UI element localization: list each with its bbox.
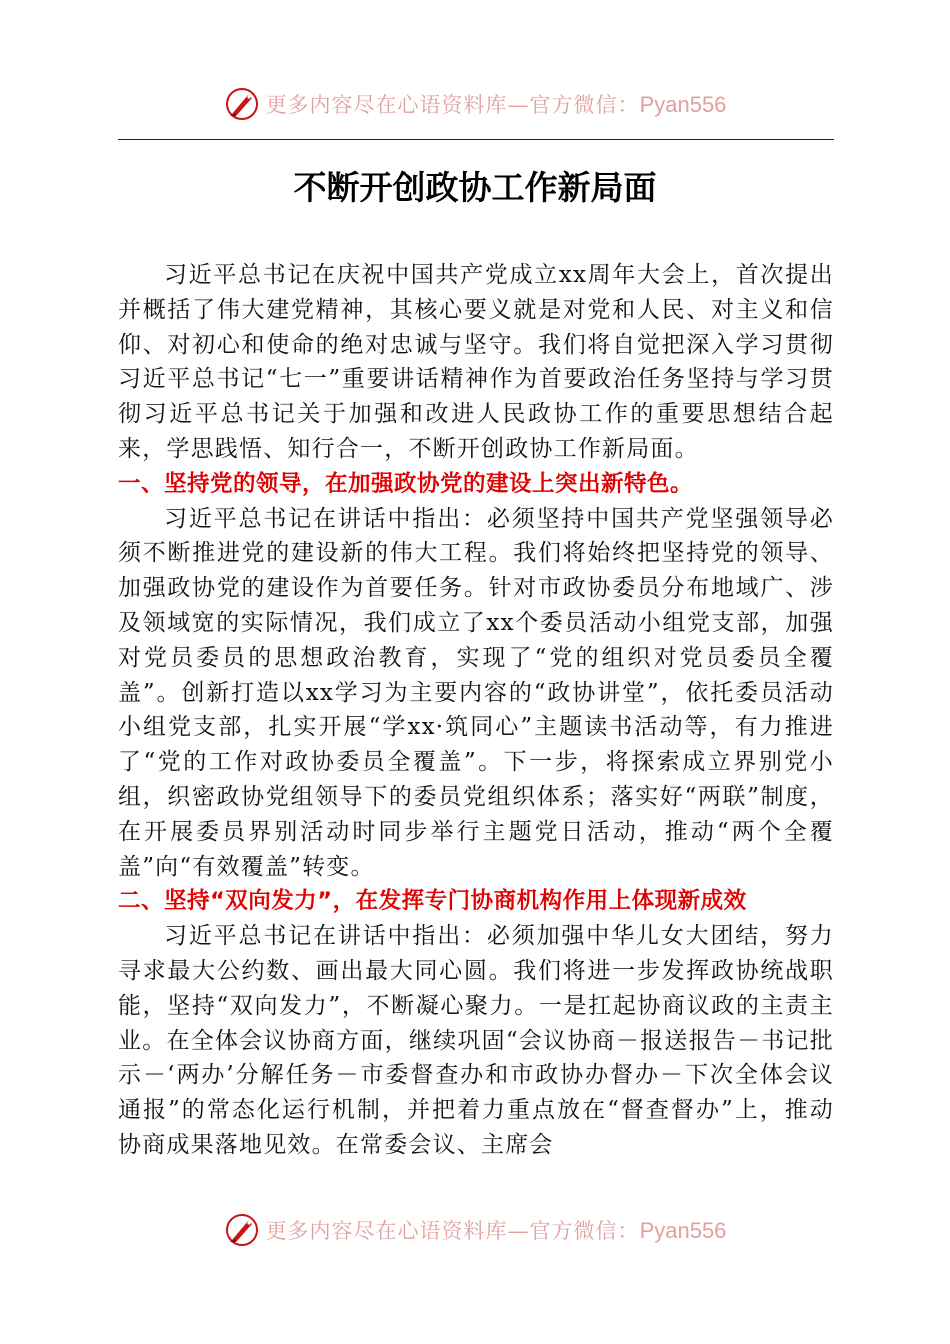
watermark-text: 更多内容尽在心语资料库—官方微信：Pyan556 xyxy=(265,92,727,117)
section-2-paragraph: 习近平总书记在讲话中指出：必须加强中华儿女大团结，努力寻求最大公约数、画出最大同心圆。我们将进一步发挥政协统战职能，坚持“双向发力”，不断凝心聚力。一是扛起协商议政的主责主业。在全体会议协商方面，继续巩固“会议协商－报送报告－书记批示－‘两办’分解任务－市委督查办和市政协办督办－下次全体会议通报”的常态化运行机制，并把着力重点放在“督查督办”上，推动协商成果落地见效。在常委会议、主席会 xyxy=(118,923,834,1158)
header-divider xyxy=(118,139,834,140)
footer-watermark-banner xyxy=(0,1210,950,1250)
pen-nib-logo-icon xyxy=(224,1212,260,1248)
pen-nib-logo-icon xyxy=(224,86,260,122)
watermark-text: 更多内容尽在心语资料库—官方微信：Pyan556 xyxy=(265,1218,727,1243)
document-body xyxy=(118,258,834,1163)
document-title: 不断开创政协工作新局面 xyxy=(293,168,657,207)
section-1-paragraph: 习近平总书记在讲话中指出：必须坚持中国共产党坚强领导必须不断推进党的建设新的伟大工程。我们将始终把坚持党的领导、加强政协党的建设作为首要任务。针对市政协委员分布地域广、涉及领域宽的实际情况，我们成立了xx个委员活动小组党支部，加强对党员委员的思想政治教育，实现了“党的组织对党员委员全覆盖”。创新打造以xx学习为主要内容的“政协讲堂”，依托委员活动小组党支部，扎实开展“学xx·筑同心”主题读书活动等，有力推进了“党的工作对政协委员全覆盖”。下一步，将探索成立界别党小组，织密政协党组领导下的委员党组织体系；落实好“两联”制度，在开展委员界别活动时同步举行主题党日活动，推动“两个全覆盖”向“有效覆盖”转变。 xyxy=(118,505,834,880)
intro-paragraph: 习近平总书记在庆祝中国共产党成立xx周年大会上，首次提出并概括了伟大建党精神，其核心要义就是对党和人民、对主义和信仰、对初心和使命的绝对忠诚与坚守。我们将自觉把深入学习贯彻习近平总书记“七一”重要讲话精神作为首要政治任务坚持与学习贯彻习近平总书记关于加强和改进人民政协工作的重要思想结合起来，学思践悟、知行合一，不断开创政协工作新局面。 xyxy=(118,262,834,462)
section-2-heading: 二、坚持“双向发力”，在发挥专门协商机构作用上体现新成效 xyxy=(118,888,747,915)
header-watermark-banner xyxy=(0,84,950,124)
section-1-heading: 一、坚持党的领导，在加强政协党的建设上突出新特色。 xyxy=(118,470,694,497)
